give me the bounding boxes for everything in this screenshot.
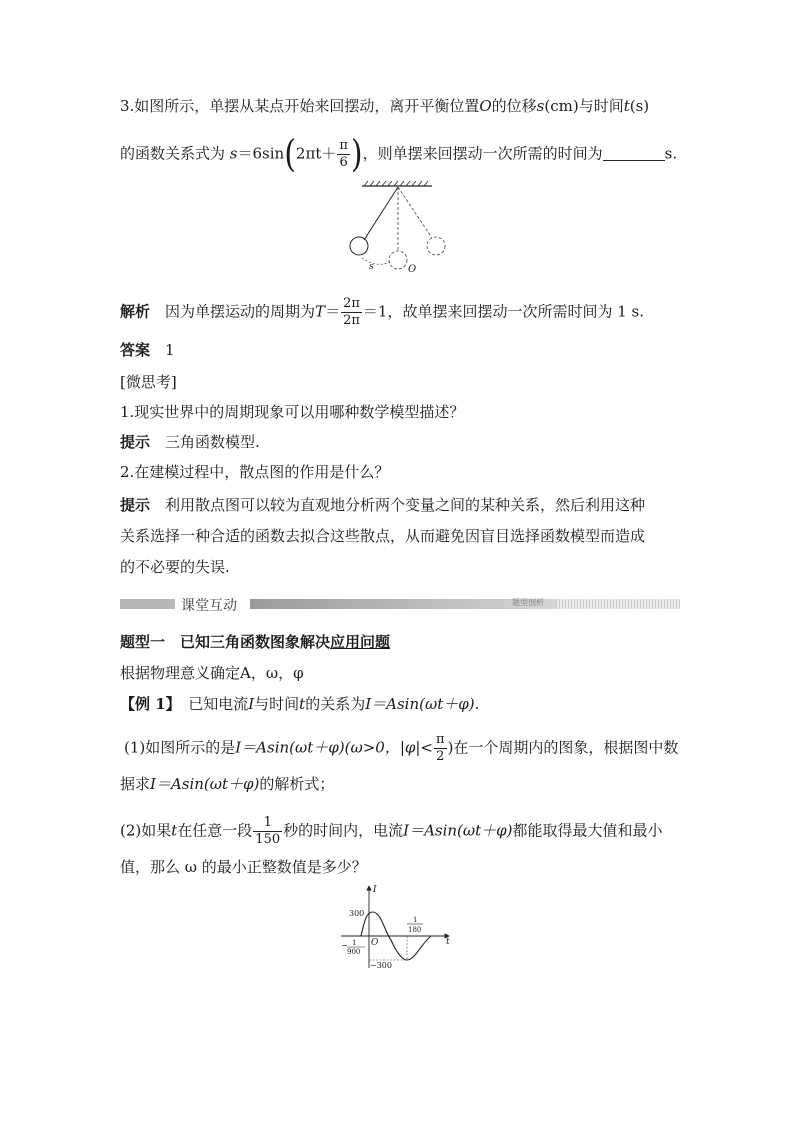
frac-den: 2π xyxy=(343,313,360,328)
frac-den: 6 xyxy=(339,155,348,170)
part1-text: 据求 xyxy=(120,775,151,793)
think-heading: [微思考] xyxy=(120,373,177,391)
hint-label: 提示 xyxy=(120,496,151,514)
example-formula: I＝Asin(ωt＋φ). xyxy=(365,695,480,713)
symbol-s: s xyxy=(536,97,545,115)
q3-line1 xyxy=(120,96,649,116)
example-text: 的关系为 xyxy=(305,695,366,713)
fraction-2pi-2pi xyxy=(341,296,362,329)
frac-num: π xyxy=(339,138,348,153)
q3-text: 3.如图所示，单摆从某点开始来回摆动，离开平衡位置 xyxy=(120,97,480,115)
label-s: s xyxy=(369,262,374,272)
type1-title-text: 题型一 已知三角函数图象解决 xyxy=(120,633,331,651)
symbol-t: t xyxy=(299,695,306,713)
x-right-num: 1 xyxy=(413,916,418,924)
solution-text: ＝1，故单摆来回摆动一次所需时间为 1 s. xyxy=(362,302,644,321)
x-axis-label: t xyxy=(446,937,450,947)
y-min-label: −300 xyxy=(370,961,392,970)
section-label: 课堂互动 xyxy=(181,598,237,614)
hint-text: 利用散点图可以较为直观地分析两个变量之间的某种关系，然后利用这种 xyxy=(165,496,646,514)
right-string xyxy=(398,187,432,238)
example-text: 与时间 xyxy=(254,695,300,713)
fraction-pi-2 xyxy=(434,732,447,765)
formula-sin: ＝6sin xyxy=(237,144,285,163)
frac-den: 2 xyxy=(436,749,445,764)
example-part2-line1 xyxy=(120,815,663,848)
hint-label: 提示 xyxy=(120,433,151,451)
current-graph xyxy=(335,882,455,972)
answer-value: 1 xyxy=(165,341,175,359)
y-axis-label: I xyxy=(373,885,377,895)
fraction-pi-6 xyxy=(337,138,350,171)
symbol-t: t xyxy=(171,821,178,840)
answer-line xyxy=(120,340,175,360)
example-text: 已知电流 xyxy=(188,695,249,713)
frac-num: π xyxy=(436,732,445,747)
symbol-O: O xyxy=(479,97,492,115)
q3-text: (cm)与时间 xyxy=(544,97,624,115)
pendulum-string xyxy=(364,187,398,240)
q3-line2 xyxy=(120,132,678,176)
type1-title xyxy=(120,632,390,652)
example-part2-line2: 值，那么 ω 的最小正整数值是多少？ xyxy=(120,858,367,876)
paren-right: ) xyxy=(350,132,363,176)
example-part1-line1 xyxy=(124,732,678,765)
q3-text: ，则单摆来回摆动一次所需的时间为 xyxy=(362,144,603,163)
hint-text: 三角函数模型. xyxy=(165,433,260,451)
part2-formula: I＝Asin(ωt＋φ) xyxy=(403,821,513,840)
x-right-den: 180 xyxy=(408,926,422,934)
frac-num: 2π xyxy=(343,296,360,311)
symbol-I: I xyxy=(248,695,255,713)
think-hint-2 xyxy=(120,495,645,515)
part2-text: 都能取得最大值和最小 xyxy=(512,821,663,840)
equilibrium-bob xyxy=(389,251,407,269)
label-O: O xyxy=(408,264,417,275)
solution-label: 解析 xyxy=(120,302,151,321)
part1-formula: I＝Asin(ωt＋φ) xyxy=(150,775,260,793)
think-hint-1 xyxy=(120,432,260,452)
section-bar xyxy=(120,596,680,612)
y-max-label: 300 xyxy=(349,909,365,918)
arc-path xyxy=(362,258,390,264)
type1-title-underlined: 应用问题 xyxy=(330,633,391,651)
hint-text-line2: 关系选择一种合适的函数去拟合这些散点，从而避免因盲目选择函数模型而造成 xyxy=(120,527,646,545)
symbol-T: T xyxy=(315,302,326,321)
section-tag: 题型剖析 xyxy=(512,598,544,607)
type1-subtitle: 根据物理意义确定A，ω，φ xyxy=(120,664,304,682)
example-part1-line2 xyxy=(120,774,334,794)
think-question-1: 1.现实世界中的周期现象可以用哪种数学模型描述？ xyxy=(120,403,465,421)
part2-text: 在任意一段 xyxy=(177,821,253,840)
q3-text: s. xyxy=(664,144,678,163)
x-left-sign: − xyxy=(341,941,348,950)
answer-label: 答案 xyxy=(120,341,151,359)
frac-num: 1 xyxy=(253,815,282,832)
paren-left: ( xyxy=(284,132,296,176)
origin-label: O xyxy=(371,938,379,948)
right-bob xyxy=(427,237,445,255)
think-question-2: 2.在建模过程中，散点图的作用是什么？ xyxy=(120,463,390,481)
q3-text: 的位移 xyxy=(491,97,537,115)
part1-text: (1)如图所示的是 xyxy=(124,738,236,757)
pendulum-bob xyxy=(350,237,368,255)
section-bar-right xyxy=(556,599,680,609)
q3-text: 的函数关系式为 xyxy=(120,144,226,163)
part1-text: )在一个周期内的图象，根据图中数 xyxy=(447,738,679,757)
part1-text: 的解析式； xyxy=(259,775,335,793)
x-left-num: 1 xyxy=(352,939,357,947)
x-left-den: 900 xyxy=(347,948,361,956)
formula-s: s xyxy=(229,144,238,163)
example-label: 【例 1】 xyxy=(120,695,174,713)
hint-text-line3: 的不必要的失误. xyxy=(120,558,230,576)
pendulum-diagram xyxy=(340,180,460,280)
example-line xyxy=(120,694,479,714)
part1-formula: I＝Asin(ωt＋φ)(ω>0，|φ|< xyxy=(235,738,434,757)
equals: ＝ xyxy=(325,302,341,321)
part2-text: 秒的时间内，电流 xyxy=(283,821,404,840)
symbol-t: t xyxy=(623,97,630,115)
q3-text: (s) xyxy=(629,97,650,115)
frac-den: 150 xyxy=(255,832,281,847)
part2-text: (2)如果 xyxy=(120,821,172,840)
fraction-1-150 xyxy=(253,815,282,848)
solution-line xyxy=(120,296,644,329)
section-bar-left xyxy=(120,599,175,609)
formula-inner: 2πt＋ xyxy=(295,144,337,163)
ceiling-hatch xyxy=(364,181,428,186)
solution-text: 因为单摆运动的周期为 xyxy=(165,302,316,321)
answer-blank xyxy=(603,146,665,161)
